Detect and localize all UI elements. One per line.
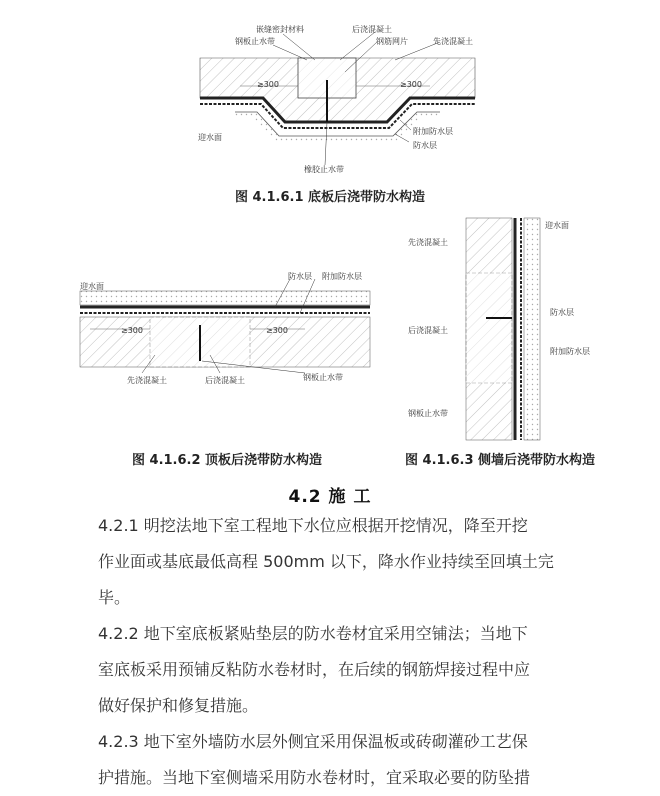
label-water-face: 迎水面 <box>198 133 222 142</box>
roof-dim-right: ≥300 <box>266 326 288 335</box>
roof-label-water-face: 迎水面 <box>80 282 104 291</box>
paragraph-line: 4.2.2 地下室底板紧贴垫层的防水卷材宜采用空铺法；当地下 <box>98 624 528 643</box>
label-filler: 嵌缝密封材料 <box>256 25 304 34</box>
roof-label-waterproof-layer: 防水层 <box>288 272 312 281</box>
figure2-caption: 图 4.1.6.2 顶板后浇带防水构造 <box>132 453 323 468</box>
roof-label-first-pour: 先浇混凝土 <box>127 376 167 385</box>
label-additional-layer: 附加防水层 <box>413 127 453 136</box>
roof-label-post-pour: 后浇混凝土 <box>205 376 245 385</box>
paragraph-4-2-2 <box>98 616 638 724</box>
paragraph-4-2-3 <box>98 724 638 796</box>
figure-side-wall-diagram <box>466 218 546 443</box>
section-heading: 4.2 施 工 <box>288 487 372 507</box>
label-first-pour-concrete: 先浇混凝土 <box>433 37 473 46</box>
paragraph-line: 做好保护和修复措施。 <box>98 696 259 715</box>
label-waterproof-layer: 防水层 <box>413 141 437 150</box>
section-body <box>98 508 638 796</box>
paragraph-4-2-1 <box>98 508 638 616</box>
label-post-pour-concrete: 后浇混凝土 <box>352 25 392 34</box>
paragraph-line: 室底板采用预铺反粘防水卷材时，在后续的钢筋焊接过程中应 <box>98 660 531 679</box>
dim-left: ≥300 <box>257 80 279 89</box>
figure3-caption: 图 4.1.6.3 侧墙后浇带防水构造 <box>405 453 596 468</box>
paragraph-line: 护措施。当地下室侧墙采用防水卷材时，宜采取必要的防坠措 <box>98 768 531 787</box>
paragraph-line: 4.2.1 明挖法地下室工程地下水位应根据开挖情况，降至开挖 <box>98 516 528 535</box>
label-rebar: 钢筋网片 <box>376 37 408 46</box>
wall-label-waterproof-layer: 防水层 <box>550 308 574 317</box>
paragraph-line: 作业面或基底最低高程 500mm 以下，降水作业持续至回填土完 <box>98 552 554 571</box>
paragraph-line: 毕。 <box>98 588 131 607</box>
paragraph-line: 4.2.3 地下室外墙防水层外侧宜采用保温板或砖砌灌砂工艺保 <box>98 732 528 751</box>
label-steel-plate-stop: 钢板止水带 <box>235 37 275 46</box>
figure-roof-slab-diagram <box>80 265 380 385</box>
wall-label-water-face: 迎水面 <box>545 221 569 230</box>
dim-right: ≥300 <box>400 80 422 89</box>
wall-label-post-pour: 后浇混凝土 <box>408 326 448 335</box>
roof-label-additional-layer: 附加防水层 <box>322 272 362 281</box>
roof-label-steel-plate: 钢板止水带 <box>303 373 343 382</box>
wall-label-steel-plate: 钢板止水带 <box>408 409 448 418</box>
label-rubber-stop: 橡胶止水带 <box>304 165 344 174</box>
roof-dim-left: ≥300 <box>121 326 143 335</box>
wall-label-additional-layer: 附加防水层 <box>550 347 590 356</box>
figure1-caption: 图 4.1.6.1 底板后浇带防水构造 <box>234 190 426 205</box>
wall-label-first-pour: 先浇混凝土 <box>408 238 448 247</box>
